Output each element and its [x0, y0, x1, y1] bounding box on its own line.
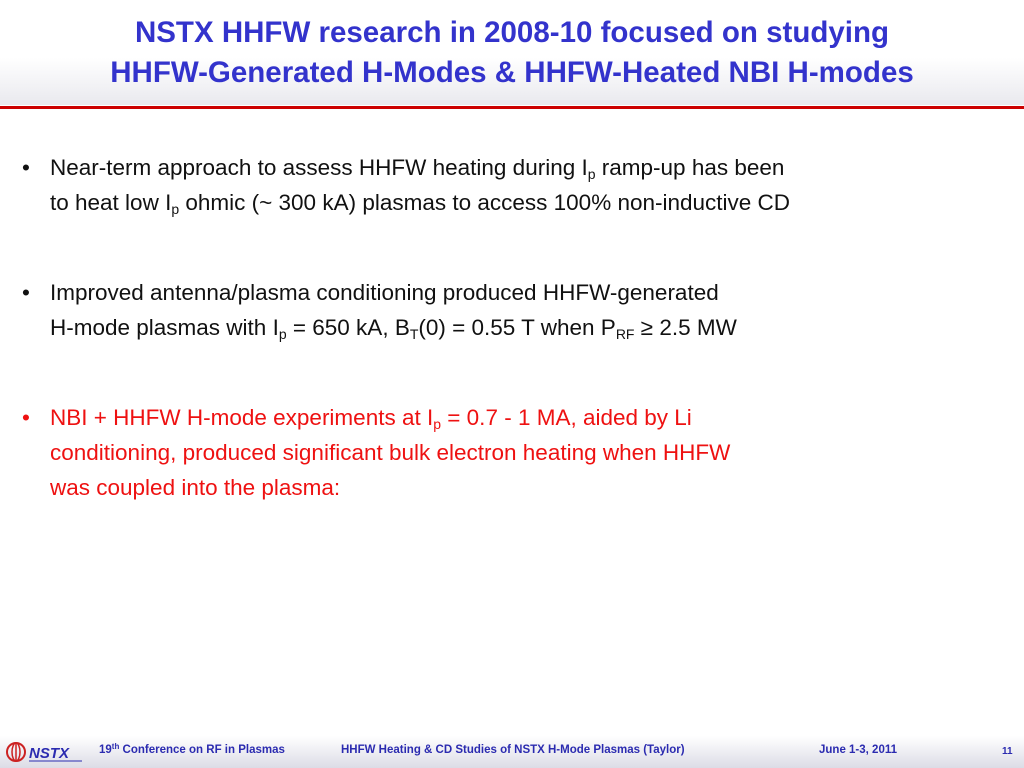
text-line: was coupled into the plasma:	[50, 475, 341, 500]
subscript: T	[409, 326, 419, 342]
bullet-dot: •	[22, 280, 30, 305]
bullet-dot: •	[22, 405, 30, 430]
text-span: H-mode plasmas with I	[50, 315, 279, 340]
logo-text: NSTX	[29, 745, 70, 762]
text-span: = 0.7 - 1 MA, aided by Li	[441, 405, 692, 430]
text-line	[50, 400, 1010, 435]
slide-header	[0, 0, 1024, 105]
subscript: p	[433, 416, 442, 432]
subscript: p	[587, 166, 596, 182]
footer-date: June 1-3, 2011	[819, 744, 897, 756]
footer-talk-title: HHFW Heating & CD Studies of NSTX H-Mode Plasmas (Taylor)	[341, 744, 685, 756]
superscript: th	[111, 742, 120, 751]
text-span: Near-term approach to assess HHFW heating during I	[50, 155, 588, 180]
title-divider	[0, 106, 1024, 109]
text-span: = 650 kA, B	[286, 315, 410, 340]
text-span: NBI + HHFW H-mode experiments at I	[50, 405, 434, 430]
slide-title	[0, 13, 1024, 93]
subscript: p	[171, 201, 180, 217]
page-number: 11	[1002, 746, 1013, 757]
text-span: 19	[99, 744, 112, 756]
nstx-logo-icon	[4, 739, 82, 765]
text-line: Improved antenna/plasma conditioning produced HHFW-generated	[50, 280, 719, 305]
text-span: ohmic (~ 300 kA) plasmas to access 100% non-inductive CD	[179, 190, 791, 215]
text-line	[50, 185, 1010, 220]
text-span: (0) = 0.55 T when P	[418, 315, 616, 340]
subscript: RF	[615, 326, 635, 342]
bullet-text	[50, 400, 1010, 505]
bullet-dot: •	[22, 155, 30, 180]
text-span: ≥ 2.5 MW	[634, 315, 737, 340]
subscript: p	[278, 326, 287, 342]
title-line-2: HHFW-Generated H-Modes & HHFW-Heated NBI H-modes	[110, 56, 914, 89]
text-span: Conference on RF in Plasmas	[119, 744, 285, 756]
bullet-text	[50, 150, 1010, 220]
footer-conference	[99, 744, 285, 756]
text-span: to heat low I	[50, 190, 172, 215]
bullet-text	[50, 275, 1010, 345]
text-line	[50, 150, 1010, 185]
text-line	[50, 310, 1010, 345]
title-line-1: NSTX HHFW research in 2008-10 focused on studying	[134, 16, 890, 49]
slide-footer	[0, 736, 1024, 768]
text-span: ramp-up has been	[595, 155, 785, 180]
text-line: conditioning, produced significant bulk electron heating when HHFW	[50, 440, 731, 465]
